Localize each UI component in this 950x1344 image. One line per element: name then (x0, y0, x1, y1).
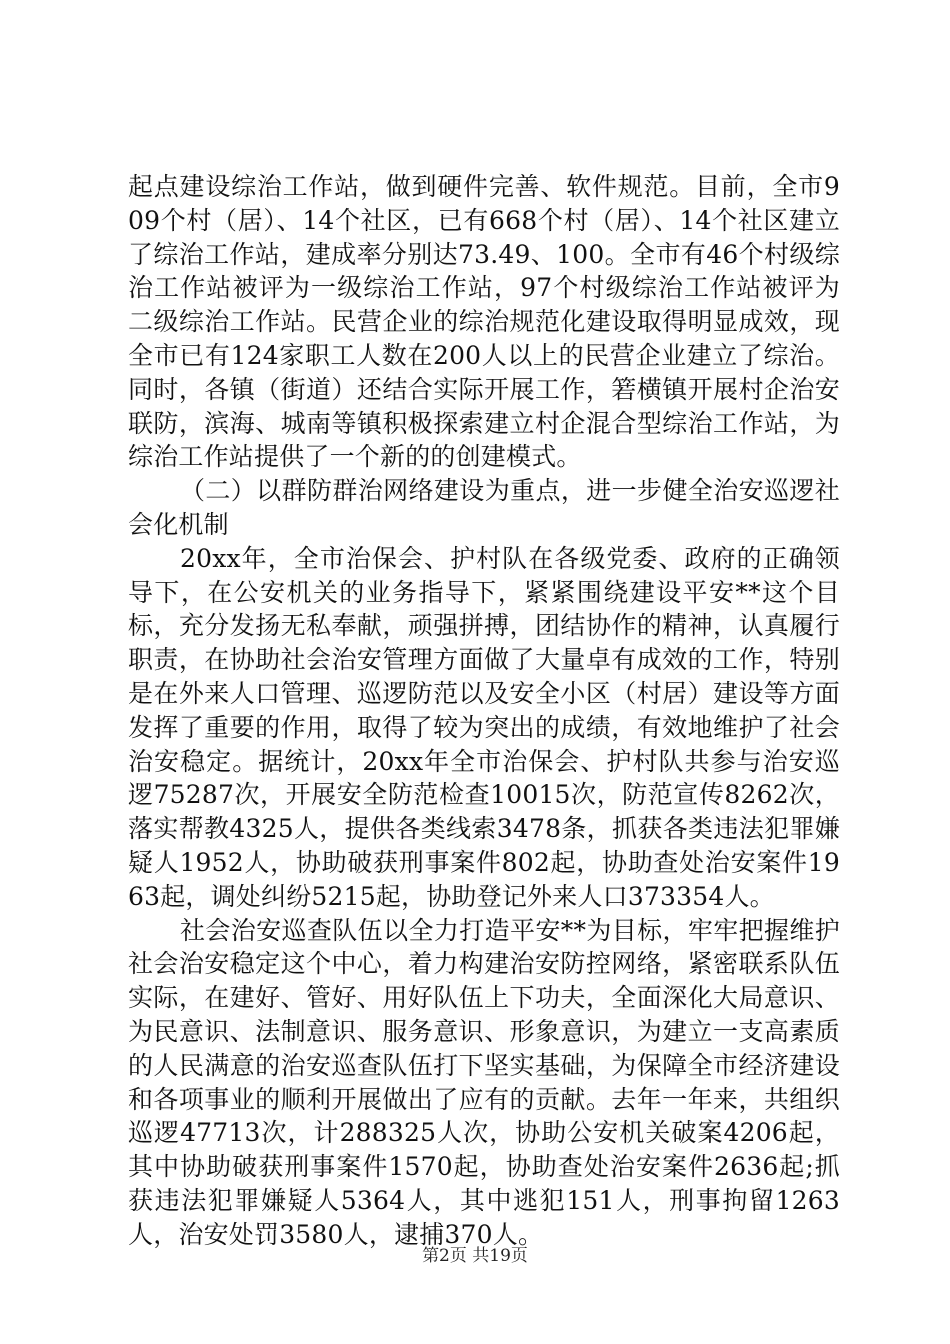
paragraph-workstation-construction: 起点建设综治工作站，做到硬件完善、软件规范。目前，全市909个村（居）、14个社区，已有668个村（居）、14个社区建立了综治工作站，建成率分别达73.49、100。全市有46个村级综治工作站被评为一级综治工作站，97个村级综治工作站被评为二级综治工作站。民营企业的综治规范化建设取得明显成效，现全市已有124家职工人数在200人以上的民营企业建立了综治。同时，各镇（街道）还结合实际开展工作，箬横镇开展村企治安联防，滨海、城南等镇积极探索建立村企混合型综治工作站，为综治工作站提供了一个新的的创建模式。 (128, 172, 840, 472)
page-number-label: 第2页 共19页 (422, 1246, 528, 1266)
paragraph-security-committee-stats: 20xx年，全市治保会、护村队在各级党委、政府的正确领导下，在公安机关的业务指导下，紧紧围绕建设平安**这个目标，充分发扬无私奉献，顽强拼搏，团结协作的精神，认真履行职责，在协助社会治安管理方面做了大量卓有成效的工作，特别是在外来人口管理、巡逻防范以及安全小区（村居）建设等方面发挥了重要的作用，取得了较为突出的成绩，有效地维护了社会治安稳定。据统计，20xx年全市治保会、护村队共参与治安巡逻75287次，开展安全防范检查10015次，防范宣传8262次，落实帮教4325人，提供各类线索3478条，抓获各类违法犯罪嫌疑人1952人，协助破获刑事案件802起，协助查处治安案件1963起，调处纠纷5215起，协助登记外来人口373354人。 (128, 543, 840, 911)
paragraph-patrol-team-stats: 社会治安巡查队伍以全力打造平安**为目标，牢牢把握维护社会治安稳定这个中心，着力构建治安防控网络，紧密联系队伍实际，在建好、管好、用好队伍上下功夫，全面深化大局意识、为民意识、法制意识、服务意识、形象意识，为建立一支高素质的人民满意的治安巡查队伍打下坚实基础，为保障全市经济建设和各项事业的顺利开展做出了应有的贡献。去年一年来，共组织巡逻47713次，计288325人次，协助公安机关破案4206起，其中协助破获刑事案件1570起，协助查处治安案件2636起;抓获违法犯罪嫌疑人5364人，其中逃犯151人，刑事拘留1263人，治安处罚3580人，逮捕370人。 (128, 915, 840, 1249)
page-footer (0, 1244, 950, 1268)
section-heading-group-defense: （二）以群防群治网络建设为重点，进一步健全治安巡逻社会化机制 (128, 476, 840, 539)
document-body (128, 170, 840, 1252)
